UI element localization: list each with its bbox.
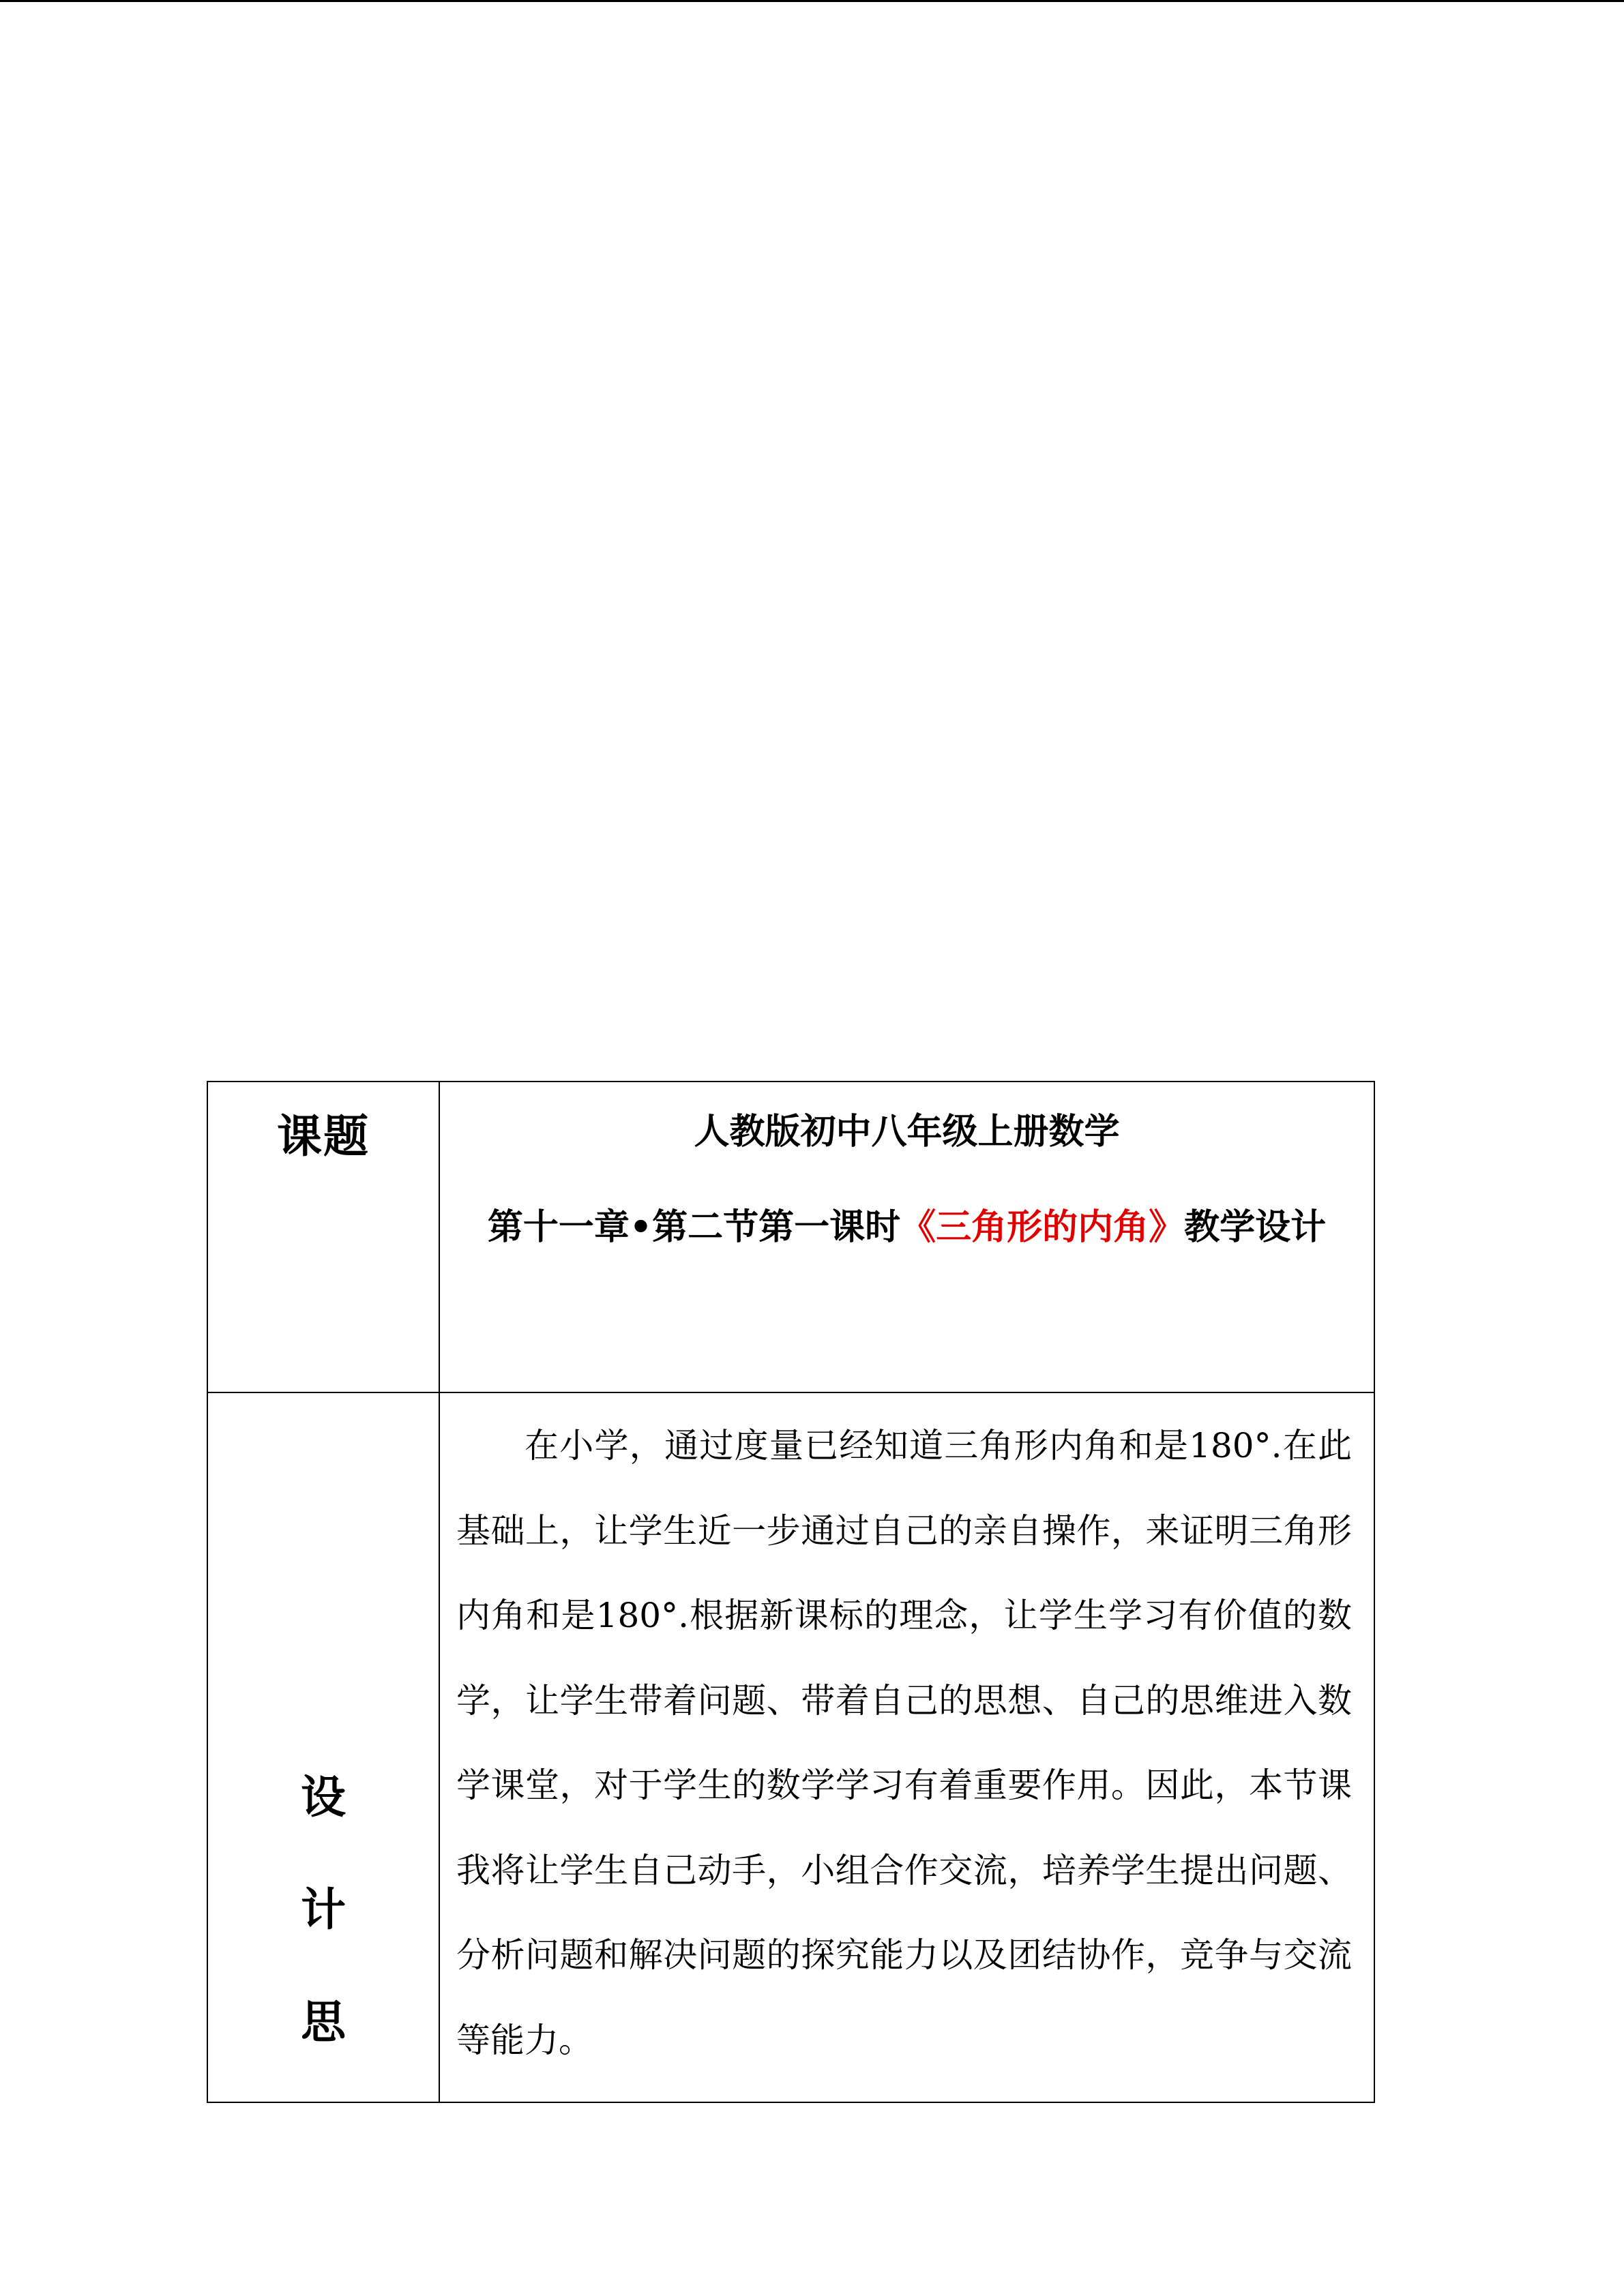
design-label — [208, 1741, 439, 2078]
topic-label-cell — [207, 1082, 439, 1392]
course-name: 人教版初中八年级上册数学 — [694, 1112, 1120, 1152]
design-label-char-2: 计 — [301, 1883, 346, 1936]
design-label-char-1: 设 — [301, 1771, 346, 1823]
lesson-title-prefix: 第十一章•第二节第一课时 — [487, 1207, 901, 1248]
lesson-plan-table — [207, 1081, 1375, 2103]
lesson-title-suffix: 教学设计 — [1184, 1207, 1327, 1248]
topic-label: 课题 — [277, 1110, 370, 1163]
lesson-title — [440, 1184, 1374, 1270]
design-idea-paragraph: 在小学，通过度量已经知道三角形内角和是180°.在此基础上，让学生近一步通过自己的亲自操作，来证明三角形内角和是180°.根据新课标的理念，让学生学习有价值的数学，让学生带着问题、带着自己的思想、自己的思维进入数学课堂，对于学生的数学学习有着重要作用。因此，本节课我将让学生自己动手，小组合作交流，培养学生提出问题、分析问题和解决问题的探究能力以及团结协作，竞争与交流等能力。 — [456, 1426, 1352, 2060]
topic-title-cell — [439, 1082, 1374, 1392]
topic-row — [207, 1082, 1374, 1392]
design-idea-row — [207, 1392, 1374, 2102]
design-label-char-3: 思 — [301, 1996, 346, 2048]
design-text-cell — [439, 1392, 1374, 2102]
design-label-cell — [207, 1392, 439, 2102]
lesson-title-highlight: 《三角形的内角》 — [900, 1207, 1185, 1248]
top-border-line — [0, 0, 1624, 2]
